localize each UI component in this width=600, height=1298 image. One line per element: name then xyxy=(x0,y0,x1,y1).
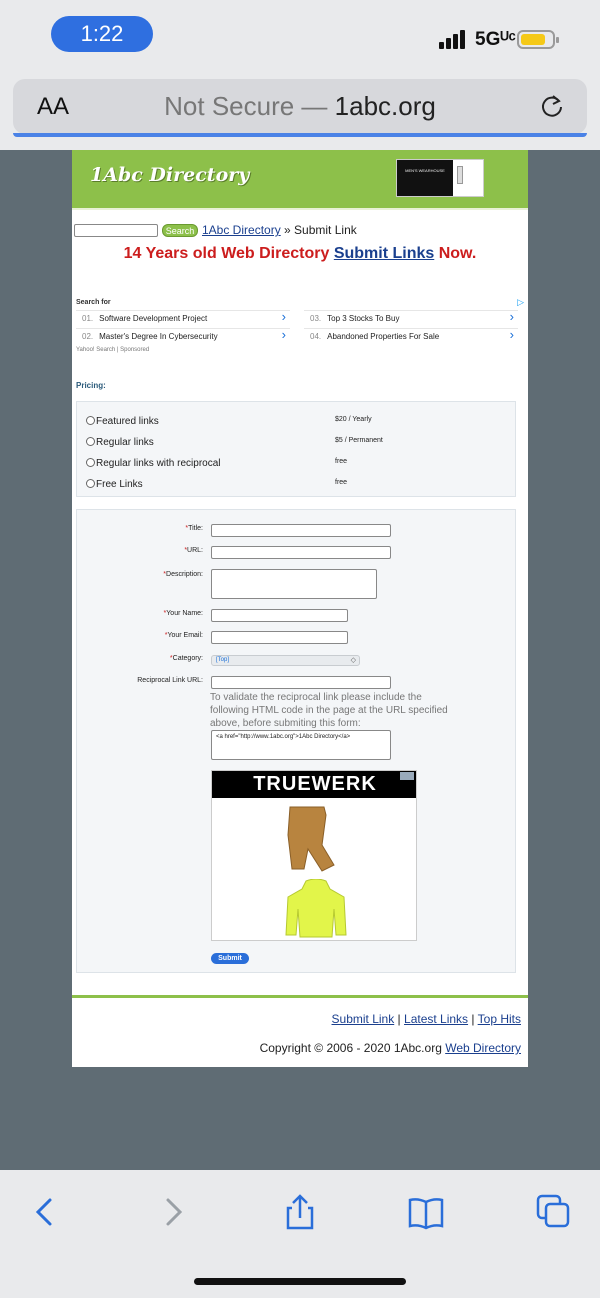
ads-footer: Yahoo! Search | Sponsored xyxy=(76,347,150,353)
pricing-option-regular[interactable] xyxy=(86,437,154,448)
radio-button[interactable] xyxy=(86,437,95,446)
reciprocal-instructions: To validate the reciprocal link please include the following HTML code in the page at the URL specified above, before submiting this form: xyxy=(210,692,448,729)
security-text: Not Secure — xyxy=(164,91,328,121)
breadcrumb-separator: » xyxy=(280,223,295,237)
reload-icon[interactable] xyxy=(539,93,565,119)
ad-product-image xyxy=(457,166,463,184)
copyright-text: Copyright © 2006 - 2020 1Abc.org xyxy=(259,1041,446,1055)
your-email-label: *Your Email: xyxy=(164,632,203,639)
your-name-label: *Your Name: xyxy=(163,610,203,617)
breadcrumb xyxy=(74,223,514,239)
chevron-right-icon: › xyxy=(509,309,514,324)
url-text[interactable] xyxy=(13,91,587,122)
domain-text: 1abc.org xyxy=(334,91,436,121)
status-time: 1:22 xyxy=(51,16,153,52)
url-label: *URL: xyxy=(184,547,203,554)
radio-button[interactable] xyxy=(86,416,95,425)
browser-toolbar xyxy=(0,1170,600,1298)
ad-num: 02. xyxy=(82,332,94,341)
option-label: Free Links xyxy=(96,479,143,490)
site-logo[interactable]: 1Abc Directory xyxy=(90,164,250,186)
chevron-right-icon: › xyxy=(281,309,286,324)
reciprocal-code-snippet[interactable]: <a href="http://www.1abc.org">1Abc Directory</a> xyxy=(211,730,391,760)
chevron-down-icon: ◇ xyxy=(350,657,356,664)
page-load-progress xyxy=(13,133,587,137)
footer-top-hits[interactable]: Top Hits xyxy=(477,1012,521,1026)
headline-suffix: Now. xyxy=(434,245,477,262)
ad-label: Top 3 Stocks To Buy xyxy=(327,314,400,323)
footer-latest-links[interactable]: Latest Links xyxy=(404,1012,469,1026)
footer-links: Submit Link | Latest Links | Top Hits xyxy=(331,1012,521,1026)
url-field[interactable] xyxy=(211,546,391,559)
work-pants-image xyxy=(282,805,342,875)
search-button[interactable]: Search xyxy=(162,224,198,237)
ad-link-4[interactable] xyxy=(304,328,518,344)
address-bar[interactable] xyxy=(13,79,587,134)
footer-divider xyxy=(72,995,528,998)
ad-label: Abandoned Properties For Sale xyxy=(327,332,440,341)
headline-submit-link[interactable]: Submit Links xyxy=(333,245,435,262)
site-header xyxy=(72,150,528,210)
copyright-directory-link[interactable]: Web Directory xyxy=(445,1041,521,1055)
share-icon[interactable] xyxy=(280,1192,320,1232)
category-value: [Top] xyxy=(216,657,230,663)
adchoices-icon[interactable]: ▷ xyxy=(517,297,524,307)
ad-num: 01. xyxy=(82,314,94,323)
headline-prefix: 14 Years old Web Directory xyxy=(123,245,334,262)
ad-num: 04. xyxy=(310,332,322,341)
search-for-label: Search for xyxy=(76,299,111,306)
title-label: *Title: xyxy=(185,525,203,532)
ad-num: 03. xyxy=(310,314,322,323)
your-email-field[interactable] xyxy=(211,631,348,644)
your-name-field[interactable] xyxy=(211,609,348,622)
ad-link-3[interactable] xyxy=(304,310,518,326)
pricing-option-reciprocal[interactable] xyxy=(86,458,221,469)
option-label: Regular links xyxy=(96,437,154,448)
breadcrumb-home-link[interactable]: 1Abc Directory xyxy=(202,223,281,237)
web-page xyxy=(72,150,528,1067)
submit-button[interactable]: Submit xyxy=(211,953,249,964)
bookmarks-icon[interactable] xyxy=(406,1192,446,1232)
option-price: free xyxy=(335,479,348,486)
network-type: 5Gᵁᶜ xyxy=(475,29,516,50)
header-ad-text: MEN'S WEARHOUSE xyxy=(397,160,453,196)
text-size-button[interactable]: AA xyxy=(37,93,70,120)
radio-button[interactable] xyxy=(86,479,95,488)
title-field[interactable] xyxy=(211,524,391,537)
option-price: free xyxy=(335,458,348,465)
sponsored-search-ads xyxy=(76,297,524,357)
pricing-options xyxy=(76,401,516,497)
home-indicator[interactable] xyxy=(194,1278,406,1285)
radio-button[interactable] xyxy=(86,458,95,467)
jacket-image xyxy=(284,879,348,939)
back-icon[interactable] xyxy=(24,1192,64,1232)
option-label: Featured links xyxy=(96,416,159,427)
ad-link-2[interactable] xyxy=(76,328,290,344)
description-label: *Description: xyxy=(163,571,203,578)
category-label: *Category: xyxy=(169,655,203,662)
ad-label: Software Development Project xyxy=(99,314,208,323)
breadcrumb-trail xyxy=(202,223,357,237)
truewerk-ad[interactable] xyxy=(211,770,417,941)
reciprocal-label: Reciprocal Link URL: xyxy=(137,677,203,684)
pricing-label: Pricing: xyxy=(76,381,106,390)
ad-brand: TRUEWERK xyxy=(212,771,417,798)
page-headline xyxy=(72,245,528,263)
pricing-option-featured[interactable] xyxy=(86,416,159,427)
pricing-option-free[interactable] xyxy=(86,479,143,490)
chevron-right-icon: › xyxy=(281,327,286,342)
chevron-right-icon: › xyxy=(509,327,514,342)
option-price: $5 / Permanent xyxy=(335,437,383,444)
forward-icon[interactable] xyxy=(154,1192,194,1232)
submit-link-form xyxy=(76,509,516,973)
ad-label: Master's Degree In Cybersecurity xyxy=(99,332,218,341)
tabs-icon[interactable] xyxy=(534,1192,574,1232)
category-select[interactable] xyxy=(211,655,360,666)
ad-link-1[interactable] xyxy=(76,310,290,326)
footer-submit-link[interactable]: Submit Link xyxy=(331,1012,395,1026)
breadcrumb-current: Submit Link xyxy=(294,223,357,237)
reciprocal-url-field[interactable] xyxy=(211,676,391,689)
option-price: $20 / Yearly xyxy=(335,416,372,423)
header-ad[interactable] xyxy=(396,159,484,197)
search-input[interactable] xyxy=(74,224,158,237)
description-field[interactable] xyxy=(211,569,377,599)
copyright xyxy=(260,1041,521,1055)
ad-info-icon[interactable] xyxy=(400,772,414,780)
cellular-signal-icon xyxy=(439,29,469,49)
option-label: Regular links with reciprocal xyxy=(96,458,221,469)
browser-top-chrome xyxy=(0,0,600,150)
battery-icon xyxy=(517,30,555,49)
